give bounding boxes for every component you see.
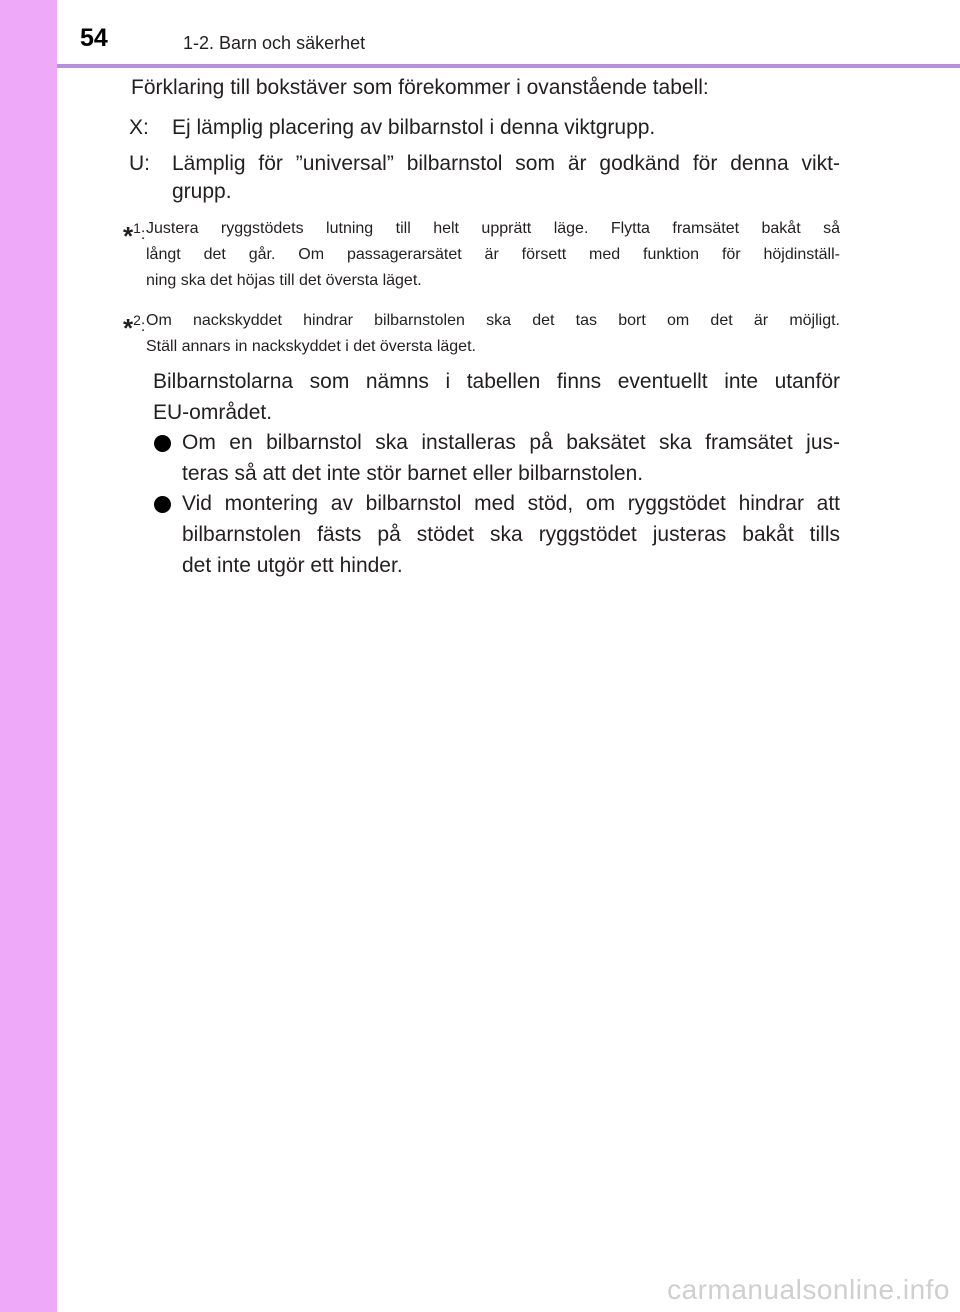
section-title: 1-2. Barn och säkerhet bbox=[183, 33, 366, 53]
note-1-marker bbox=[123, 220, 145, 252]
note-2-marker bbox=[123, 312, 145, 344]
bullet-dot-icon bbox=[154, 496, 171, 513]
paragraph-line-1: Bilbarnstolarna som nämns i tabellen finns eventuellt inte utanför bbox=[153, 370, 840, 393]
side-color-band bbox=[0, 0, 57, 1312]
note-2-line-2: Ställ annars in nackskyddet i det översta läget. bbox=[146, 338, 476, 355]
note-1-line-2: långt det går. Om passagerarsätet är försett med funktion för höjdinställ- bbox=[146, 246, 840, 263]
note-2-colon: : bbox=[140, 318, 146, 335]
asterisk-icon: * bbox=[123, 221, 134, 251]
note-2-number: 2 bbox=[133, 312, 141, 328]
note-1-line-3: ning ska det höjas till det översta läget. bbox=[146, 272, 422, 289]
note-1-number: 1 bbox=[133, 220, 141, 236]
legend-intro: Förklaring till bokstäver som förekommer i ovanstående tabell: bbox=[131, 76, 709, 99]
note-1-line-1: Justera ryggstödets lutning till helt upprätt läge. Flytta framsätet bakåt så bbox=[146, 220, 840, 237]
legend-key-u: U: bbox=[129, 152, 150, 175]
legend-key-x: X: bbox=[129, 116, 149, 139]
note-1-colon: : bbox=[140, 226, 146, 243]
page-number: 54 bbox=[80, 24, 108, 52]
bullet-1-line-1: Om en bilbarnstol ska installeras på baksätet ska framsätet jus- bbox=[182, 431, 840, 454]
asterisk-icon: * bbox=[123, 313, 134, 343]
page-content bbox=[57, 0, 960, 1312]
legend-text-u-line-1: Lämplig för ”universal” bilbarnstol som är godkänd för denna vikt- bbox=[172, 152, 840, 175]
bullet-2-line-3: det inte utgör ett hinder. bbox=[182, 554, 403, 577]
paragraph-line-2: EU-området. bbox=[153, 401, 273, 424]
bullet-dot-icon bbox=[154, 435, 171, 452]
legend-text-u-line-2: grupp. bbox=[172, 180, 232, 203]
legend-text-x: Ej lämplig placering av bilbarnstol i denna viktgrupp. bbox=[172, 116, 656, 139]
bullet-2-line-2: bilbarnstolen fästs på stödet ska ryggstödet justeras bakåt tills bbox=[182, 523, 840, 546]
watermark: carmanualsonline.info bbox=[667, 1274, 950, 1305]
bullet-1-line-2: teras så att det inte stör barnet eller bilbarnstolen. bbox=[182, 462, 644, 485]
note-2-line-1: Om nackskyddet hindrar bilbarnstolen ska det tas bort om det är möjligt. bbox=[146, 312, 840, 329]
bullet-2-line-1: Vid montering av bilbarnstol med stöd, om ryggstödet hindrar att bbox=[182, 492, 840, 515]
